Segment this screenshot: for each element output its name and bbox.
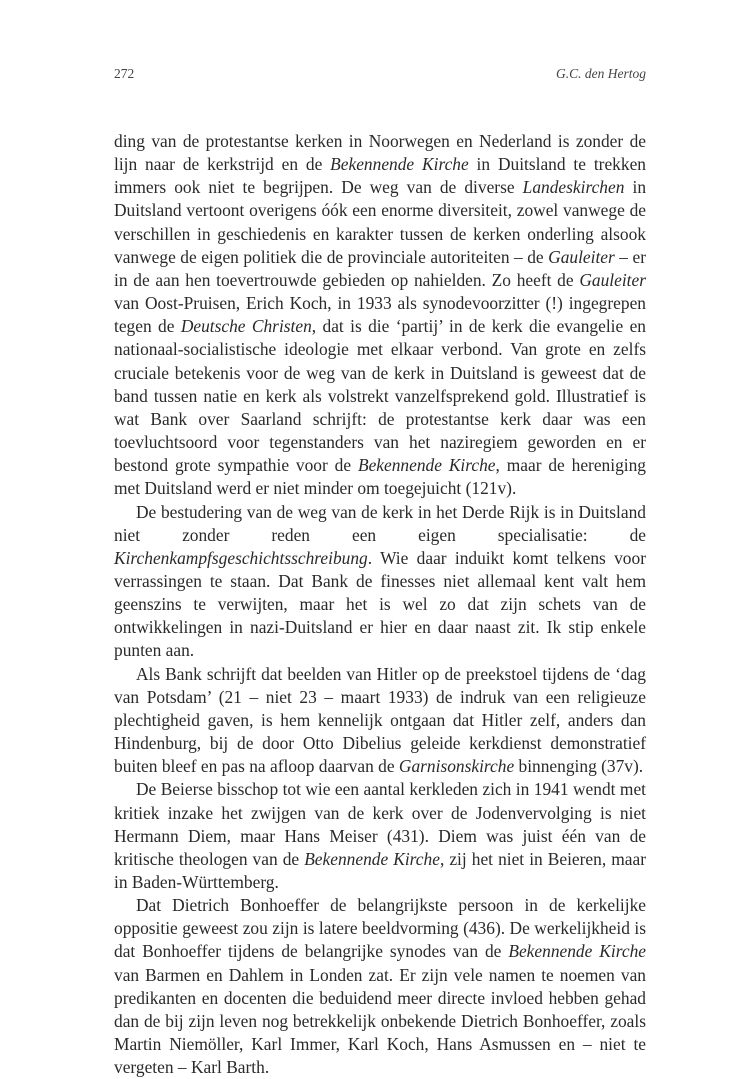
text-run: van Barmen en Dahlem in Londen zat. Er zijn vele namen te noemen van predikanten en docenten die beduidend meer directe invloed hebben gehad dan de bij zijn leven nog betrekkelijk onbekende Dietrich Bonhoeffer, zoals Martin Niemöller, Karl Immer, Karl Koch, Hans Asmussen en – niet te vergeten – Karl Barth. [114, 964, 646, 1078]
text-run: in Duitsland vertoont overigens óók een enorme diversiteit, zowel vanwege de verschillen in geschiedenis en karakter tussen de kerken onderling alsook vanwege de eigen politiek die de provinciale autoriteiten – de [114, 177, 647, 267]
italic-text: Gauleiter [579, 269, 646, 290]
text-run: . Wie daar induikt komt telkens voor verrassingen te staan. Dat Bank de finesses niet allemaal kent valt hem geenszins te verwijten, maar het is wel zo dat zijn schets van de ontwikkelingen in nazi-Duitsland er hier en daar naast zit. Ik stip enkele punten aan. [114, 547, 646, 661]
body-text [114, 130, 646, 1079]
paragraph [114, 501, 646, 663]
text-run: van Oost-Pruisen, Erich Koch, in 1933 als synodevoorzitter (!) ingegrepen tegen de [114, 293, 646, 337]
text-run: – er in de aan hen toevertrouwde gebieden op nahielden. Zo heeft de [114, 246, 646, 290]
italic-text: Bekennende Kirche [330, 154, 469, 175]
italic-text: Garnisonskirche [398, 756, 515, 777]
page-number: 272 [114, 66, 135, 81]
text-run: in Duitsland te trekken immers ook niet te begrijpen. De weg van de diverse [114, 154, 646, 198]
text-run: ding van de protestantse kerken in Noorwegen en Nederland is zonder de lijn naar de kerkstrijd en de [114, 131, 646, 175]
text-run: , maar de hereniging met Duitsland werd er niet minder om toegejuicht (121v). [114, 455, 647, 499]
paragraph [114, 130, 646, 501]
italic-text: Bekennende Kirche [357, 455, 496, 476]
text-run: , dat is die ‘partij’ in de kerk die evangelie en nationaal-socialistische ideologie met elkaar verbond. Van grote en zelfs cruciale betekenis voor de weg van de kerk in Duitsland is geweest dat de band tussen natie en kerk als volstrekt vanzelfsprekend gold. Illustratief is wat Bank over Saarland schrijft: de protestantse kerk daar was een toevluchtsoord voor tegenstanders van het naziregiem geworden en er bestond grote sympathie voor de [114, 316, 646, 476]
text-run: De bestudering van de weg van de kerk in het Derde Rijk is in Duitsland niet zonder reden een eigen specialisatie: de [114, 501, 646, 545]
text-run: binnenging (37v). [514, 756, 644, 777]
italic-text: Gauleiter [548, 246, 615, 267]
italic-text: Landeskirchen [522, 177, 625, 198]
italic-text: Deutsche Christen [180, 316, 312, 337]
italic-text: Bekennende Kirche [304, 848, 440, 869]
running-header-author: G.C. den Hertog [556, 66, 646, 81]
text-run: , zij het niet in Beieren, maar in Baden-Württemberg. [114, 848, 646, 892]
text-run: Als Bank schrijft dat beelden van Hitler op de preekstoel tijdens de ‘dag van Potsdam’ (21 – niet 23 – maart 1933) de indruk van een religieuze plechtigheid gaven, is hem kennelijk ontgaan dat Hitler zelf, anders dan Hindenburg, bij de door Otto Dibelius geleide kerkdienst demonstratief buiten bleef en pas na afloop daarvan de [114, 663, 646, 777]
paragraph [114, 663, 646, 779]
paragraph [114, 894, 646, 1079]
text-run: Dat Dietrich Bonhoeffer de belangrijkste persoon in de kerkelijke oppositie geweest zou zijn is latere beeldvorming (436). De werkelijkheid is dat Bonhoeffer tijdens de belangrijke synodes van de [114, 895, 646, 962]
italic-text: Bekennende Kirche [508, 941, 646, 962]
text-run: De Beierse bisschop tot wie een aantal kerkleden zich in 1941 wendt met kritiek inzake het zwijgen van de kerk over de Jodenvervolging is niet Hermann Diem, maar Hans Meiser (431). Diem was juist één van de kritische theologen van de [114, 779, 646, 869]
running-header [114, 66, 646, 84]
paragraph [114, 778, 646, 894]
italic-text: Kirchenkampfsgeschichtsschreibung [114, 547, 368, 568]
